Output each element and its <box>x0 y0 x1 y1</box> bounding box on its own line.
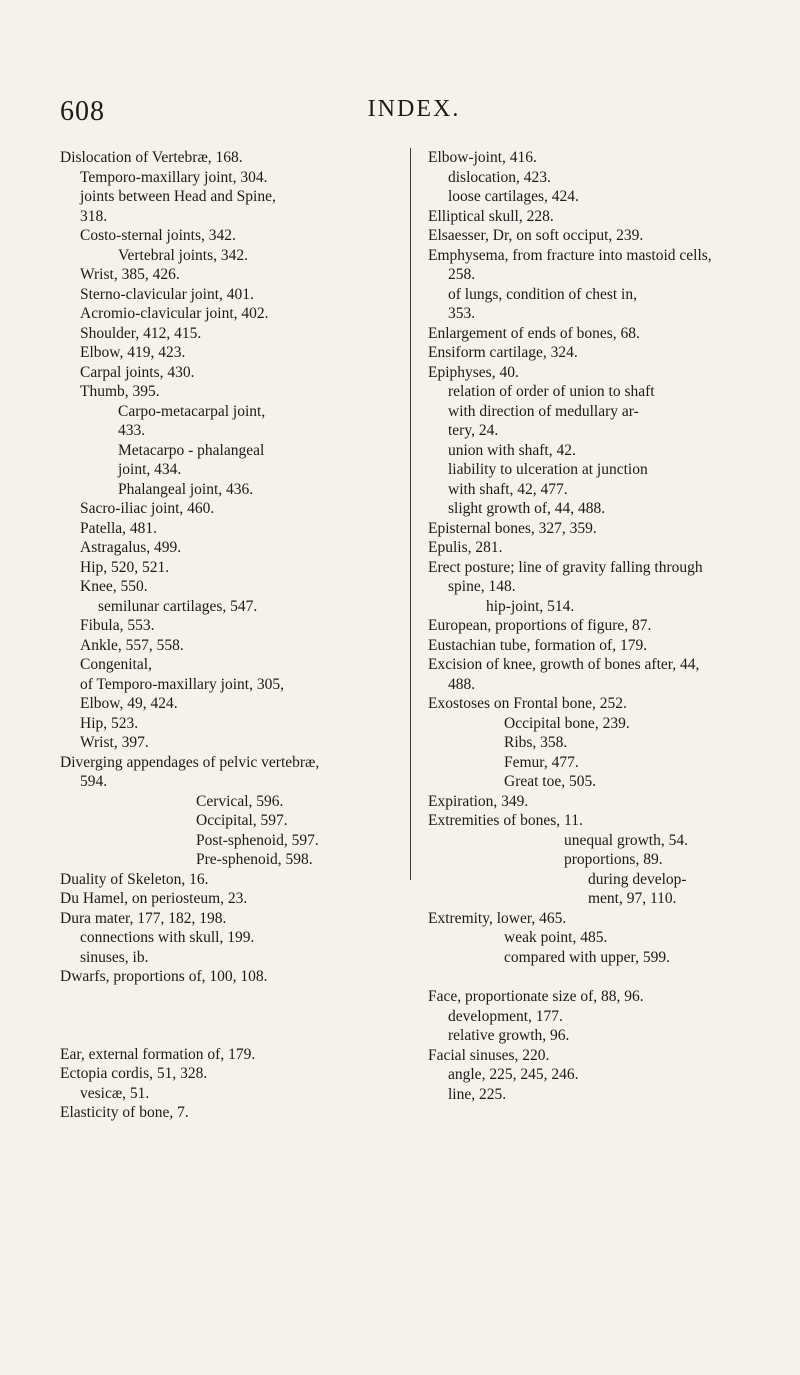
index-entry: Elasticity of bone, 7. <box>60 1104 189 1121</box>
index-entry: Ribs, 358. <box>504 734 568 751</box>
index-entry: Du Hamel, on periosteum, 23. <box>60 890 248 907</box>
index-entry: Diverging appendages of pelvic vertebræ, <box>60 753 320 771</box>
index-entry: Vertebral joints, 342. <box>118 246 249 264</box>
index-entry: Shoulder, 412, 415. <box>80 324 202 342</box>
page-title: INDEX. <box>367 96 461 122</box>
index-entry: Eustachian tube, formation of, 179. <box>428 636 648 654</box>
index-entry: Episternal bones, 327, 359. <box>428 519 597 537</box>
index-entry: Metacarpo - phalangeal <box>118 441 265 459</box>
index-entry: Emphysema, from fracture into mastoid cells, <box>428 246 712 264</box>
index-entry: Occipital bone, 239. <box>504 714 630 732</box>
index-entry: Expiration, 349. <box>428 792 529 810</box>
index-entry: joints between Head and Spine, <box>80 188 276 205</box>
index-entry: line, 225. <box>448 1085 507 1103</box>
index-entry: European, proportions of figure, 87. <box>428 617 652 634</box>
index-entry: Cervical, 596. <box>196 792 284 810</box>
index-entry: Extremity, lower, 465. <box>428 909 567 927</box>
index-entry: Exostoses on Frontal bone, 252. <box>428 695 627 712</box>
index-entry: with shaft, 42, 477. <box>448 480 568 498</box>
index-entry: slight growth of, 44, 488. <box>448 500 606 517</box>
index-entry: Facial sinuses, 220. <box>428 1046 550 1064</box>
index-entry: tery, 24. <box>448 422 499 439</box>
index-entry: Occipital, 597. <box>196 812 288 829</box>
page-number: 608 <box>60 96 105 127</box>
index-entry: Ensiform cartilage, 324. <box>428 344 578 361</box>
index-entry: Duality of Skeleton, 16. <box>60 870 209 888</box>
index-column-left <box>60 148 395 1123</box>
index-entry: Post-sphenoid, 597. <box>196 831 319 849</box>
index-entry: vesicæ, 51. <box>80 1084 150 1102</box>
index-entry: Knee, 550. <box>80 578 148 595</box>
index-entry: Astragalus, 499. <box>80 539 182 556</box>
index-entry: relative growth, 96. <box>448 1027 570 1044</box>
index-entry: Wrist, 385, 426. <box>80 266 180 283</box>
index-entry: Patella, 481. <box>80 519 158 537</box>
index-entry: Epulis, 281. <box>428 539 503 556</box>
index-entry: Ear, external formation of, 179. <box>60 1045 256 1063</box>
index-entry: Hip, 523. <box>80 714 139 732</box>
index-entry: 433. <box>118 422 146 439</box>
index-entry: Sacro-iliac joint, 460. <box>80 500 215 517</box>
index-entry: with direction of medullary ar- <box>448 402 639 420</box>
index-entry: unequal growth, 54. <box>564 831 688 849</box>
index-entry: Pre-sphenoid, 598. <box>196 851 313 868</box>
index-entry: Femur, 477. <box>504 753 579 771</box>
index-entry: Epiphyses, 40. <box>428 363 519 381</box>
index-entry: 488. <box>448 675 476 693</box>
index-entry: Elbow, 419, 423. <box>80 344 186 361</box>
index-entry: Excision of knee, growth of bones after, 44, <box>428 656 700 673</box>
index-entry: 258. <box>448 266 476 283</box>
index-entry: during develop- <box>588 870 687 888</box>
index-entry: compared with upper, 599. <box>504 948 670 966</box>
index-entry: Temporo-maxillary joint, 304. <box>80 168 268 186</box>
index-entry: ment, 97, 110. <box>588 890 677 907</box>
index-entry: Hip, 520, 521. <box>80 558 170 576</box>
index-entry: Great toe, 505. <box>504 773 597 790</box>
index-entry: Ectopia cordis, 51, 328. <box>60 1065 208 1082</box>
index-entry: of Temporo-maxillary joint, 305, <box>80 675 284 693</box>
index-entry: Thumb, 395. <box>80 383 160 400</box>
index-entry: relation of order of union to shaft <box>448 383 655 400</box>
spacer <box>60 987 395 1045</box>
index-entry: Acromio-clavicular joint, 402. <box>80 305 269 322</box>
index-entry: sinuses, ib. <box>80 948 149 966</box>
index-entry: Carpal joints, 430. <box>80 363 195 381</box>
index-entry: liability to ulceration at junction <box>448 461 648 478</box>
index-entry: 353. <box>448 305 476 322</box>
column-divider <box>410 148 411 880</box>
index-entry: Dislocation of Vertebræ, 168. <box>60 149 243 166</box>
index-entry: Elbow, 49, 424. <box>80 695 178 712</box>
index-entry: Wrist, 397. <box>80 734 149 751</box>
index-entry: Dwarfs, proportions of, 100, 108. <box>60 968 268 985</box>
index-entry: Extremities of bones, 11. <box>428 812 583 829</box>
spacer <box>428 967 758 987</box>
index-entry: loose cartilages, 424. <box>448 188 579 205</box>
index-entry: Fibula, 553. <box>80 617 155 634</box>
index-column-right <box>428 148 758 1104</box>
index-entry: Elbow-joint, 416. <box>428 149 537 166</box>
index-entry: Elsaesser, Dr, on soft occiput, 239. <box>428 227 644 244</box>
index-entry: development, 177. <box>448 1007 563 1025</box>
index-entry: weak point, 485. <box>504 929 608 946</box>
index-entry: semilunar cartilages, 547. <box>98 597 258 615</box>
index-entry: dislocation, 423. <box>448 168 551 186</box>
index-entry: 318. <box>80 207 108 225</box>
index-entry: angle, 225, 245, 246. <box>448 1066 579 1083</box>
index-entry: Elliptical skull, 228. <box>428 207 554 225</box>
index-entry: Sterno-clavicular joint, 401. <box>80 285 254 303</box>
index-entry: Erect posture; line of gravity falling through <box>428 558 703 576</box>
index-entry: union with shaft, 42. <box>448 441 576 459</box>
index-entry: connections with skull, 199. <box>80 929 255 946</box>
index-entry: Enlargement of ends of bones, 68. <box>428 324 640 342</box>
index-entry: joint, 434. <box>118 461 182 478</box>
index-entry: proportions, 89. <box>564 851 663 868</box>
index-entry: Carpo-metacarpal joint, <box>118 402 266 420</box>
index-entry: Phalangeal joint, 436. <box>118 480 254 498</box>
index-entry: Dura mater, 177, 182, 198. <box>60 909 227 927</box>
index-entry: 594. <box>80 773 108 790</box>
index-entry: Face, proportionate size of, 88, 96. <box>428 988 644 1005</box>
index-entry: Ankle, 557, 558. <box>80 636 184 654</box>
index-entry: of lungs, condition of chest in, <box>448 285 637 303</box>
index-entry: hip-joint, 514. <box>486 597 575 615</box>
index-entry: Congenital, <box>80 656 152 673</box>
index-entry: Costo-sternal joints, 342. <box>80 227 236 244</box>
index-entry: spine, 148. <box>448 578 516 595</box>
